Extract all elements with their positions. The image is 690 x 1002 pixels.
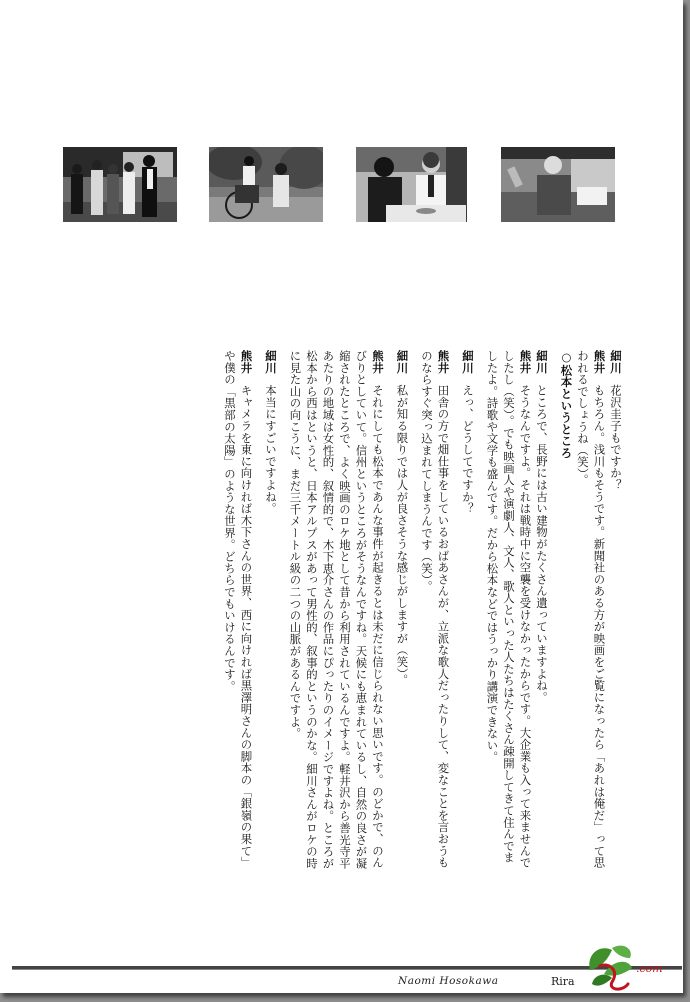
dialogue-text: 田舎の方で畑仕事をしているおばあさんが、立派な歌人だったりして、変なことを言おうものならすぐ突っ込まれてしまうんです（笑）。 xyxy=(420,350,451,869)
dialogue-text: 私が知る限りでは人が良さそうな感じがしますが（笑）。 xyxy=(395,384,410,686)
interview-text-body xyxy=(52,350,624,870)
dialogue-line xyxy=(608,350,625,870)
dialogue-line xyxy=(222,350,255,870)
dialogue-line xyxy=(484,350,534,870)
dialogue-line xyxy=(419,350,452,870)
dialogue-line xyxy=(460,350,477,870)
speaker-label: 熊井 xyxy=(592,350,607,374)
photo-dining-scene xyxy=(356,147,467,222)
svg-text:.com: .com xyxy=(636,962,663,975)
dialogue-line xyxy=(575,350,608,870)
dialogue-line xyxy=(263,350,280,870)
speaker-label: 熊井 xyxy=(371,350,385,374)
leaf-logo-icon xyxy=(582,940,682,998)
speaker-label: 細川 xyxy=(395,350,410,374)
dialogue-line xyxy=(287,350,386,870)
dialogue-text: そうなんですよ。それは戦時中に空襲を受けなかったからです。大企業も入って来ませんでしたし（笑）。でも映画人や演劇人、文人、歌人といった人たちはたくさん疎開してきて住んでましたよ。詩歌や文学も盛んです。だから松本などではうっかり講演できない。 xyxy=(485,350,533,869)
dialogue-text: えっ、どうしてですか？ xyxy=(461,384,475,515)
dialogue-text: キャメラを東に向ければ木下さんの世界、西に向ければ黒澤明さんの脚本の「銀嶺の果て」や僕の「黒部の太陽」のような世界。どちらでもいけるんです。 xyxy=(223,350,254,869)
speaker-label: 熊井 xyxy=(239,350,254,374)
dialogue-text: 本当にすごいですよね。 xyxy=(264,384,278,515)
photo-wheelchair-scene xyxy=(209,147,323,222)
speaker-label: 細川 xyxy=(535,350,549,374)
section-heading: ○松本というところ xyxy=(559,350,574,459)
photo-man-speaking-scene xyxy=(501,147,615,222)
site-logo xyxy=(582,940,682,998)
dialogue-text: ところで、長野には古い建物がたくさん遺っていますよね。 xyxy=(535,384,549,704)
dialogue-text: 花沢圭子もですか？ xyxy=(609,384,623,491)
dialogue-line xyxy=(394,350,411,870)
speaker-label: 熊井 xyxy=(518,350,533,374)
footer-brand: Rira xyxy=(551,975,575,988)
footer-author-name: Naomi Hosokawa xyxy=(398,975,499,987)
speaker-label: 細川 xyxy=(461,350,475,374)
speaker-label: 細川 xyxy=(609,350,623,374)
dialogue-text: それにしても松本であんな事件が起きるとは未だに信じられない思いです。のどかで、のんびりとしていて。信州というところがそうなんですね。天候にも恵まれているし、自然の良さが凝縮されたところで、よく映画のロケ地として昔から利用されているんですよ。軽井沢から善光寺平あたりの地域は女性的、叙情的で、木下恵介さんの作品にぴったりのイメージですよね。ところが松本から西はというと、日本アルプスがあって男性的、叙事的というのかな。細川さんがロケの時に見た山の向こうに、まだ三千メートル級の二つの山脈があるんですよ。 xyxy=(288,350,385,870)
speaker-label: 熊井 xyxy=(436,350,451,374)
dialogue-line xyxy=(534,350,551,870)
dialogue-text: もちろん。浅川もそうです。新聞社のある方が映画をご覧になったら「あれは俺だ」って思われるでしょうね（笑）。 xyxy=(576,350,607,869)
photo-stage-scene xyxy=(63,147,177,222)
speaker-label: 細川 xyxy=(264,350,278,374)
